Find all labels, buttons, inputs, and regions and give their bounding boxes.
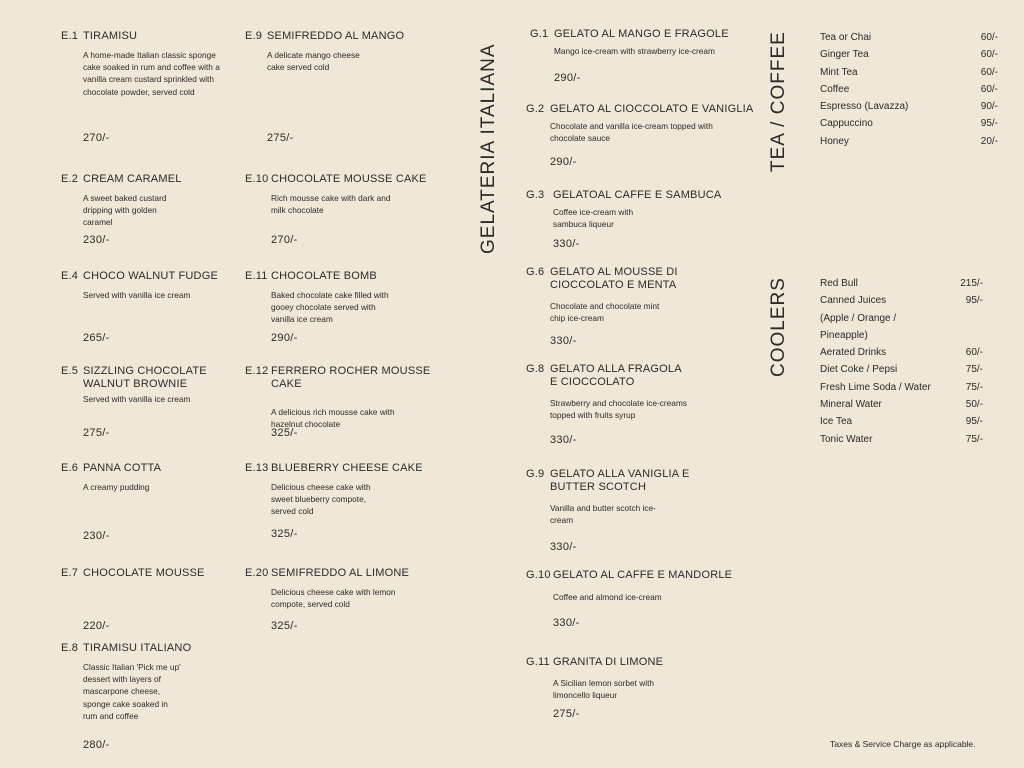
tea-coffee-list bbox=[820, 29, 998, 150]
item-description: Chocolate and vanilla ice-cream topped with chocolate sauce bbox=[550, 121, 713, 144]
item-code: G.1 bbox=[530, 28, 549, 40]
item-price: 275/- bbox=[83, 427, 110, 439]
item-code: G.3 bbox=[526, 189, 545, 201]
menu-item-e9 bbox=[245, 30, 445, 144]
item-description: A creamy pudding bbox=[83, 482, 150, 492]
list-item bbox=[820, 98, 998, 115]
item-name: GELATO AL MOUSSE DI CIOCCOLATO E MENTA bbox=[550, 266, 678, 291]
menu-item-e5 bbox=[61, 365, 261, 439]
item-description: A delicious rich mousse cake with hazelnut chocolate bbox=[271, 407, 395, 430]
drink-price: 95/- bbox=[980, 118, 998, 130]
item-price: 270/- bbox=[271, 234, 298, 246]
drink-name: Tonic Water bbox=[820, 433, 873, 445]
item-name: SIZZLING CHOCOLATE WALNUT BROWNIE bbox=[83, 365, 207, 390]
item-price: 280/- bbox=[83, 739, 110, 751]
item-code: E.7 bbox=[61, 567, 79, 579]
item-name: CHOCOLATE MOUSSE bbox=[83, 567, 205, 579]
menu-item-e7 bbox=[61, 567, 261, 632]
item-price: 275/- bbox=[553, 708, 580, 720]
item-description: Classic Italian 'Pick me up' dessert with layers of mascarpone cheese, sponge cake soaked in rum and coffee bbox=[83, 662, 181, 721]
item-name: CHOCOLATE BOMB bbox=[271, 270, 377, 282]
item-description: Delicious cheese cake with sweet blueberry compote, served cold bbox=[271, 482, 371, 517]
drink-name: Ginger Tea bbox=[820, 49, 869, 61]
item-code: E.5 bbox=[61, 365, 79, 377]
item-description: A sweet baked custard dripping with golden caramel bbox=[83, 193, 167, 228]
drink-price: 50/- bbox=[965, 399, 983, 411]
menu-item-e6 bbox=[61, 462, 261, 542]
menu-item-g6 bbox=[526, 266, 746, 347]
list-item bbox=[820, 361, 983, 378]
menu-item-e10 bbox=[245, 173, 445, 246]
item-description: Vanilla and butter scotch ice-cream bbox=[550, 503, 656, 526]
menu-item-g8 bbox=[526, 363, 746, 446]
menu-item-g2 bbox=[526, 103, 756, 168]
drink-price: 20/- bbox=[980, 135, 998, 147]
item-description: A Sicilian lemon sorbet with limoncello liqueur bbox=[553, 678, 654, 701]
item-code: G.10 bbox=[526, 569, 551, 581]
item-price: 325/- bbox=[271, 620, 298, 632]
list-item bbox=[820, 81, 998, 98]
item-description: Coffee and almond ice-cream bbox=[553, 592, 662, 602]
item-description: A delicate mango cheese cake served cold bbox=[267, 50, 360, 73]
drink-price: 75/- bbox=[965, 433, 983, 445]
item-code: E.13 bbox=[245, 462, 269, 474]
item-name: TIRAMISU bbox=[83, 30, 138, 42]
drink-name: Coffee bbox=[820, 83, 850, 95]
item-name: GELATO ALLA VANIGLIA E BUTTER SCOTCH bbox=[550, 468, 690, 493]
drink-price: 60/- bbox=[980, 49, 998, 61]
menu-item-e11 bbox=[245, 270, 445, 344]
drink-price: 95/- bbox=[965, 295, 983, 307]
drink-name: (Apple / Orange / bbox=[820, 312, 897, 324]
item-code: E.1 bbox=[61, 30, 79, 42]
menu-item-g1 bbox=[530, 28, 750, 84]
list-item bbox=[820, 292, 983, 309]
item-code: G.11 bbox=[526, 656, 550, 668]
drink-name: Espresso (Lavazza) bbox=[820, 101, 909, 113]
item-name: CHOCO WALNUT FUDGE bbox=[83, 270, 218, 282]
drink-price: 95/- bbox=[965, 416, 983, 428]
item-name: GELATO AL CIOCCOLATO E VANIGLIA bbox=[550, 103, 754, 115]
menu-item-e1 bbox=[61, 30, 261, 144]
item-price: 330/- bbox=[553, 617, 580, 629]
item-code: E.9 bbox=[245, 30, 263, 42]
drink-price: 90/- bbox=[980, 101, 998, 113]
coolers-section-title: COOLERS bbox=[768, 277, 789, 377]
drink-price: 60/- bbox=[980, 66, 998, 78]
item-code: G.8 bbox=[526, 363, 545, 375]
drink-name: Mint Tea bbox=[820, 66, 858, 78]
item-price: 265/- bbox=[83, 332, 110, 344]
item-code: E.6 bbox=[61, 462, 79, 474]
item-description: Served with vanilla ice cream bbox=[83, 290, 191, 300]
list-item bbox=[820, 64, 998, 81]
item-name: CHOCOLATE MOUSSE CAKE bbox=[271, 173, 427, 185]
item-price: 325/- bbox=[271, 427, 298, 439]
menu-item-e12 bbox=[245, 365, 455, 439]
menu-item-e2 bbox=[61, 173, 261, 246]
list-item bbox=[820, 310, 983, 327]
item-code: G.9 bbox=[526, 468, 545, 480]
item-description: Coffee ice-cream with sambuca liqueur bbox=[553, 207, 634, 230]
item-name: FERRERO ROCHER MOUSSE CAKE bbox=[271, 365, 431, 390]
menu-item-e20 bbox=[245, 567, 445, 632]
item-price: 230/- bbox=[83, 530, 110, 542]
item-name: SEMIFREDDO AL MANGO bbox=[267, 30, 405, 42]
item-name: PANNA COTTA bbox=[83, 462, 162, 474]
drink-price: 60/- bbox=[965, 347, 983, 359]
item-code: E.8 bbox=[61, 642, 79, 654]
item-name: GELATOAL CAFFE E SAMBUCA bbox=[553, 189, 722, 201]
item-description: Served with vanilla ice cream bbox=[83, 394, 191, 404]
drink-name: Canned Juices bbox=[820, 295, 887, 307]
item-description: Rich mousse cake with dark and milk chocolate bbox=[271, 193, 391, 216]
tea-coffee-section-title: TEA / COFFEE bbox=[768, 31, 789, 172]
item-description: A home-made Italian classic sponge cake soaked in rum and coffee with a vanilla cream custard sprinkled with chocolate powder, served cold bbox=[83, 50, 220, 97]
menu-item-e8 bbox=[61, 642, 261, 751]
item-name: CREAM CARAMEL bbox=[83, 173, 182, 185]
item-name: GELATO AL MANGO E FRAGOLE bbox=[554, 28, 729, 40]
drink-price: 60/- bbox=[980, 83, 998, 95]
drink-name: Aerated Drinks bbox=[820, 347, 887, 359]
menu-item-g11 bbox=[526, 656, 746, 720]
item-name: TIRAMISU ITALIANO bbox=[83, 642, 192, 654]
list-item bbox=[820, 379, 983, 396]
drink-name: Diet Coke / Pepsi bbox=[820, 364, 898, 376]
item-name: BLUEBERRY CHEESE CAKE bbox=[271, 462, 423, 474]
drink-name: Fresh Lime Soda / Water bbox=[820, 381, 931, 393]
item-name: GELATO ALLA FRAGOLA E CIOCCOLATO bbox=[550, 363, 682, 388]
item-description: Strawberry and chocolate ice-creams topped with fruits syrup bbox=[550, 398, 687, 421]
menu-item-e13 bbox=[245, 462, 445, 540]
drink-name: Honey bbox=[820, 135, 849, 147]
item-description: Chocolate and chocolate mint chip ice-cream bbox=[550, 301, 660, 324]
drink-price: 60/- bbox=[980, 32, 998, 43]
item-price: 330/- bbox=[550, 335, 577, 347]
list-item bbox=[820, 275, 983, 292]
drink-name: Ice Tea bbox=[820, 416, 853, 428]
item-name: SEMIFREDDO AL LIMONE bbox=[271, 567, 410, 579]
item-description: Delicious cheese cake with lemon compote, served cold bbox=[271, 587, 396, 610]
item-code: G.2 bbox=[526, 103, 545, 115]
drink-name: Mineral Water bbox=[820, 399, 882, 411]
item-code: E.20 bbox=[245, 567, 269, 579]
list-item bbox=[820, 133, 998, 150]
list-item bbox=[820, 344, 983, 361]
menu-item-e4 bbox=[61, 270, 261, 344]
drink-name: Red Bull bbox=[820, 278, 858, 289]
item-name: GRANITA DI LIMONE bbox=[553, 656, 664, 668]
item-code: G.6 bbox=[526, 266, 545, 278]
item-description: Baked chocolate cake filled with gooey chocolate served with vanilla ice cream bbox=[271, 290, 389, 325]
footer-note: Taxes & Service Charge as applicable. bbox=[830, 739, 976, 749]
item-price: 330/- bbox=[553, 238, 580, 250]
item-code: E.2 bbox=[61, 173, 79, 185]
list-item bbox=[820, 115, 998, 132]
item-price: 290/- bbox=[550, 156, 577, 168]
menu-item-g9 bbox=[526, 468, 746, 553]
item-price: 220/- bbox=[83, 620, 110, 632]
item-code: E.10 bbox=[245, 173, 269, 185]
drink-price: 75/- bbox=[965, 381, 983, 393]
item-code: E.12 bbox=[245, 365, 269, 377]
item-price: 290/- bbox=[554, 72, 581, 84]
drink-name: Cappuccino bbox=[820, 118, 873, 130]
list-item bbox=[820, 396, 983, 413]
drink-price: 75/- bbox=[965, 364, 983, 376]
list-item bbox=[820, 413, 983, 430]
drink-name: Tea or Chai bbox=[820, 32, 872, 43]
item-name: GELATO AL CAFFE E MANDORLE bbox=[553, 569, 733, 581]
drink-name: Pineapple) bbox=[820, 329, 868, 341]
item-price: 325/- bbox=[271, 528, 298, 540]
list-item bbox=[820, 29, 998, 46]
item-price: 330/- bbox=[550, 434, 577, 446]
coolers-list bbox=[820, 275, 983, 448]
menu-item-g10 bbox=[526, 569, 746, 629]
item-price: 290/- bbox=[271, 332, 298, 344]
menu-item-g3 bbox=[526, 189, 746, 250]
drink-price: 215/- bbox=[960, 278, 983, 289]
item-price: 275/- bbox=[267, 132, 294, 144]
list-item bbox=[820, 431, 983, 448]
list-item bbox=[820, 327, 983, 344]
item-code: E.11 bbox=[245, 270, 268, 282]
gelateria-section-title: GELATERIA ITALIANA bbox=[478, 43, 499, 254]
item-price: 330/- bbox=[550, 541, 577, 553]
item-code: E.4 bbox=[61, 270, 79, 282]
item-description: Mango ice-cream with strawberry ice-cream bbox=[554, 46, 715, 56]
item-price: 230/- bbox=[83, 234, 110, 246]
list-item bbox=[820, 46, 998, 63]
item-price: 270/- bbox=[83, 132, 110, 144]
